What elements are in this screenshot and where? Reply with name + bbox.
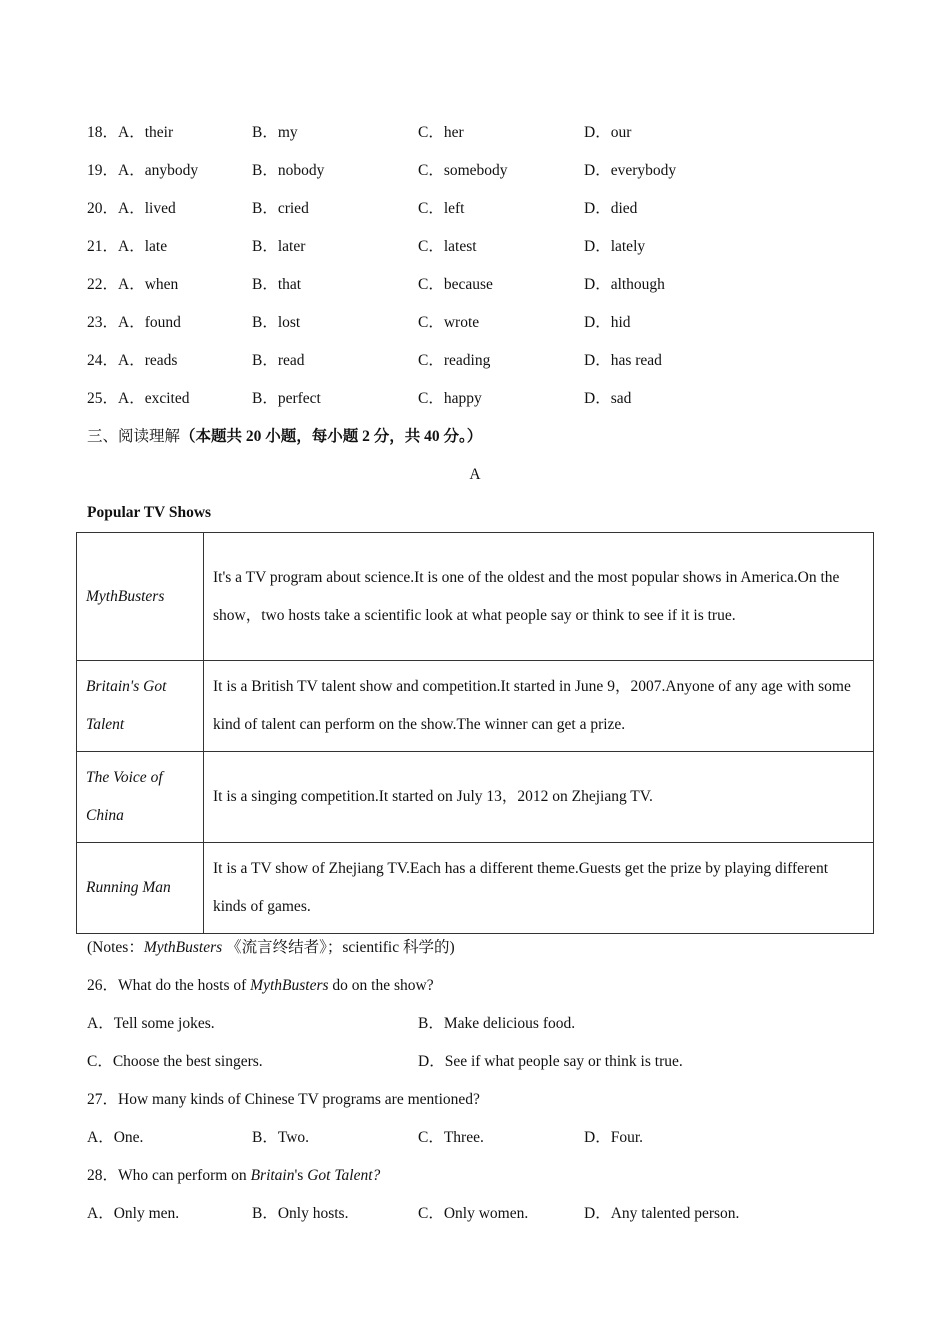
option-b: B．Two.: [252, 1129, 310, 1146]
show-name: Running Man: [77, 843, 204, 934]
option-a: 21．A．late: [87, 238, 168, 255]
option-b: B．read: [252, 352, 305, 369]
question-26: 26．What do the hosts of MythBusters do on the show?: [87, 977, 434, 994]
table-row: [77, 661, 874, 752]
question-28: 28．Who can perform on Britain's Got Talent?: [87, 1167, 381, 1184]
option-b: B．perfect: [252, 390, 321, 407]
option-c: C．reading: [418, 352, 491, 369]
tv-shows-table: [76, 532, 874, 934]
option-d: D．Four.: [584, 1129, 643, 1146]
option-a: 24．A．reads: [87, 352, 178, 369]
option-a: 19．A．anybody: [87, 162, 199, 179]
option-c: C．Only women.: [418, 1205, 529, 1222]
option-b: B．Make delicious food.: [418, 1015, 576, 1032]
option-c: C．latest: [418, 238, 477, 255]
show-description: It's a TV program about science.It is one of the oldest and the most popular shows in America.On the show，two hosts take a scientific look at what people say or think to see if it is true.: [204, 533, 874, 661]
show-name: MythBusters: [77, 533, 204, 661]
option-a: A．Only men.: [87, 1205, 180, 1222]
table-row: [77, 752, 874, 843]
show-description: It is a singing competition.It started on July 13，2012 on Zhejiang TV.: [204, 752, 874, 843]
option-b: B．that: [252, 276, 302, 293]
show-description: It is a British TV talent show and competition.It started in June 9，2007.Anyone of any age with some kind of talent can perform on the show.The winner can get a prize.: [204, 661, 874, 752]
notes: (Notes：MythBusters 《流言终结者》；scientific 科学的): [87, 939, 455, 956]
option-c: C．left: [418, 200, 465, 217]
option-c: C．because: [418, 276, 493, 293]
option-d: D．has read: [584, 352, 662, 369]
option-d: D．Any talented person.: [584, 1205, 740, 1222]
table-row: [77, 533, 874, 661]
option-a: A．Tell some jokes.: [87, 1015, 215, 1032]
option-c: C．Choose the best singers.: [87, 1053, 263, 1070]
option-d: D．hid: [584, 314, 631, 331]
option-d: D．although: [584, 276, 665, 293]
option-c: C．Three.: [418, 1129, 484, 1146]
show-name: Britain's Got Talent: [77, 661, 204, 752]
option-b: B．my: [252, 124, 298, 141]
option-c: C．happy: [418, 390, 482, 407]
question-27: 27．How many kinds of Chinese TV programs are mentioned?: [87, 1091, 480, 1108]
option-b: B．later: [252, 238, 306, 255]
option-d: D．everybody: [584, 162, 677, 179]
passage-label: A: [469, 466, 481, 483]
option-a: 25．A．excited: [87, 390, 190, 407]
option-a: 22．A．when: [87, 276, 179, 293]
option-a: A．One.: [87, 1129, 144, 1146]
option-b: B．cried: [252, 200, 309, 217]
table-row: [77, 843, 874, 934]
option-c: C．somebody: [418, 162, 508, 179]
option-d: D．our: [584, 124, 632, 141]
option-b: B．nobody: [252, 162, 325, 179]
option-c: C．her: [418, 124, 464, 141]
option-b: B．Only hosts.: [252, 1205, 349, 1222]
show-description: It is a TV show of Zhejiang TV.Each has a different theme.Guests get the prize by playing different kinds of games.: [204, 843, 874, 934]
table-title: Popular TV Shows: [87, 504, 212, 521]
option-a: 23．A．found: [87, 314, 181, 331]
option-b: B．lost: [252, 314, 301, 331]
option-d: D．See if what people say or think is true.: [418, 1053, 683, 1070]
option-d: D．lately: [584, 238, 646, 255]
option-d: D．died: [584, 200, 638, 217]
option-d: D．sad: [584, 390, 632, 407]
option-a: 18．A．their: [87, 124, 174, 141]
option-c: C．wrote: [418, 314, 480, 331]
option-a: 20．A．lived: [87, 200, 176, 217]
section-heading: 三、阅读理解（本题共 20 小题，每小题 2 分，共 40 分。）: [87, 428, 483, 445]
show-name: The Voice of China: [77, 752, 204, 843]
